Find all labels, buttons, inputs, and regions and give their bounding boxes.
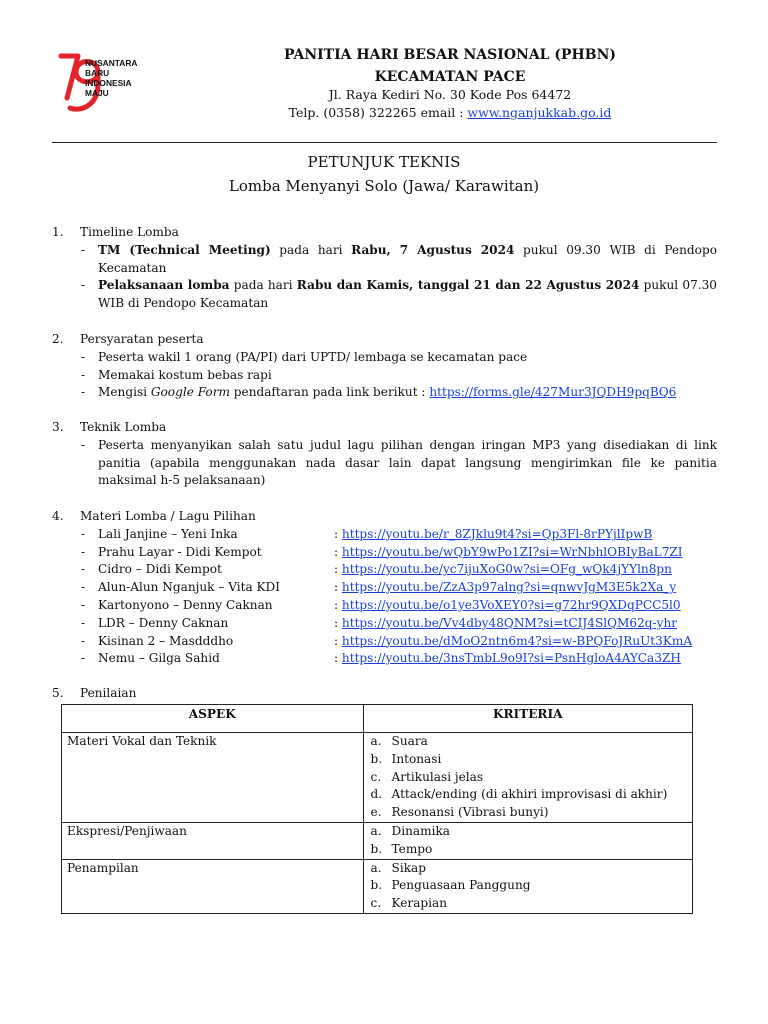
song-item: - Lali Janjine – Yeni Inka : https://youtu.be/r_8ZJklu9t4?si=Qp3Fl-8rPYjlIpwB — [52, 526, 717, 544]
song-title: Lali Janjine – Yeni Inka — [98, 526, 238, 541]
song-title: Kisinan 2 – Masdddho — [98, 633, 234, 648]
song-item: - Prahu Layar - Didi Kempot : https://youtu.be/wQbY9wPo1ZI?si=WrNbhlOBIyBaL7ZI — [52, 544, 717, 562]
kriteria-letter: b. — [370, 878, 383, 893]
text-run: pukul 09.30 WIB di Pendopo Kecamatan — [98, 242, 717, 275]
header-district: KECAMATAN PACE — [374, 69, 526, 85]
kriteria-item — [364, 823, 692, 841]
aspek-cell: Ekspresi/Penjiwaan — [62, 822, 364, 859]
kriteria-item — [364, 877, 692, 895]
kriteria-text: Penguasaan Panggung — [391, 878, 531, 893]
kriteria-item — [364, 841, 692, 859]
song-title: Alun-Alun Nganjuk – Vita KDI — [98, 580, 281, 595]
song-item: - Nemu – Gilga Sahid : https://youtu.be/3nsTmbL9o9I?si=PsnHgloA4AYCa3ZH — [52, 650, 717, 668]
section-number: 3. — [52, 420, 64, 434]
text-run: Mengisi — [98, 385, 151, 400]
section-heading — [52, 685, 717, 703]
song-item: - LDR – Denny Caknan : https://youtu.be/Vv4dby48QNM?si=tCIJ4SlQM62q-yhr — [52, 615, 717, 633]
header-address: Jl. Raya Kediri No. 30 Kode Pos 64472 — [328, 87, 572, 102]
kriteria-item — [364, 769, 692, 787]
section-timeline — [52, 224, 717, 313]
section-materi — [52, 508, 717, 668]
section-number: 2. — [52, 332, 64, 346]
kriteria-letter: d. — [370, 787, 383, 802]
kriteria-text: Sikap — [391, 860, 426, 875]
kriteria-text: Dinamika — [391, 823, 450, 838]
text-run: pukul 07.30 WIB di Pendopo Kecamatan — [98, 278, 718, 311]
kriteria-item — [364, 733, 692, 751]
list-item: - TM (Technical Meeting) pada hari Rabu, 7 Agustus 2024 pukul 09.30 WIB di Pendopo Kecamatan — [81, 242, 717, 275]
kriteria-item — [364, 786, 692, 804]
logo-line: NUSANTARA — [85, 58, 138, 68]
song-link[interactable]: https://youtu.be/o1ye3VoXEY0?si=g72hr9QXDqPCC5l0 — [341, 597, 681, 612]
song-link[interactable]: https://youtu.be/ZzA3p97alng?si=qnwvJgM3E5k2Xa_y — [341, 580, 677, 595]
kriteria-letter: b. — [370, 751, 383, 766]
list-item: - Pelaksanaan lomba pada hari Rabu dan Kamis, tanggal 21 dan 22 Agustus 2024 pukul 07.30 WIB di Pendopo Kecamatan — [81, 278, 718, 311]
list-item: - Mengisi Google Form pendaftaran pada link berikut : https://forms.gle/427Mur3JQDH9pqBQ6 — [81, 385, 677, 400]
song-title: Nemu – Gilga Sahid — [98, 651, 220, 666]
column-header-kriteria: KRITERIA — [363, 705, 692, 733]
list-item: - Memakai kostum bebas rapi — [81, 367, 272, 382]
section-heading — [52, 224, 717, 242]
kriteria-item — [364, 751, 692, 769]
song-link[interactable]: https://youtu.be/wQbY9wPo1ZI?si=WrNbhlOBIyBaL7ZI — [341, 544, 683, 559]
kriteria-text: Suara — [391, 734, 428, 748]
hut-79-logo — [58, 50, 178, 114]
table-row — [62, 733, 693, 823]
table-header-row — [62, 705, 693, 733]
kriteria-list — [364, 823, 692, 859]
section-number: 5. — [52, 686, 64, 700]
text-run: pada hari — [270, 242, 352, 257]
song-title: LDR – Denny Caknan — [98, 615, 229, 630]
kriteria-text: Tempo — [391, 841, 433, 856]
kriteria-text: Intonasi — [391, 751, 442, 766]
section-number: 1. — [52, 225, 64, 239]
aspek-cell: Materi Vokal dan Teknik — [62, 733, 364, 823]
song-title: Cidro – Didi Kempot — [98, 562, 222, 577]
kriteria-letter: a. — [370, 823, 382, 838]
song-link[interactable]: https://youtu.be/r_8ZJklu9t4?si=Qp3Fl-8rPYjlIpwB — [341, 526, 653, 541]
song-item: - Alun-Alun Nganjuk – Vita KDI : https://youtu.be/ZzA3p97alng?si=qnwvJgM3E5k2Xa_y — [52, 579, 717, 597]
song-title: Kartonyono – Denny Caknan — [98, 597, 273, 612]
kriteria-item — [364, 895, 692, 913]
google-form-text: Google Form — [150, 385, 230, 400]
song-link[interactable]: https://youtu.be/dMoO2ntn6m4?si=w-BPQFoJRuUt3KmA — [341, 633, 693, 648]
section-title: Materi Lomba / Lagu Pilihan — [80, 509, 256, 523]
list-item: - Peserta menyanyikan salah satu judul lagu pilihan dengan iringan MP3 yang disediakan di link panitia (apabila menggunakan nada dasar lain dapat langsung mengirimkan file ke panitia maksimal h-5 pelaksanaan) — [81, 437, 717, 488]
criteria-table — [61, 704, 693, 914]
tm-label: TM (Technical Meeting) — [98, 242, 271, 257]
section-title: Persyaratan peserta — [80, 332, 204, 346]
kriteria-cell — [363, 859, 692, 913]
doc-title: PETUNJUK TEKNIS — [307, 153, 461, 171]
section-title: Teknik Lomba — [80, 420, 167, 434]
section-title: Timeline Lomba — [80, 225, 179, 239]
kriteria-item — [364, 804, 692, 822]
pelaksanaan-label: Pelaksanaan lomba — [98, 278, 230, 293]
logo-line: BARU — [85, 68, 110, 78]
song-link[interactable]: https://youtu.be/3nsTmbL9o9I?si=PsnHgloA4AYCa3ZH — [341, 651, 681, 666]
kriteria-letter: a. — [370, 860, 382, 875]
section-title: Penilaian — [80, 686, 137, 700]
section-heading — [52, 419, 717, 437]
logo-line: MAJU — [85, 88, 109, 98]
song-title: Prahu Layar - Didi Kempot — [98, 544, 262, 559]
aspek-cell: Penampilan — [62, 859, 364, 913]
table-row — [62, 859, 693, 913]
section-persyaratan — [52, 331, 717, 402]
kriteria-letter: e. — [370, 805, 382, 820]
list-item-text: Peserta wakil 1 orang (PA/PI) dari UPTD/ lembaga se kecamatan pace — [98, 349, 528, 364]
song-item: - Cidro – Didi Kempot : https://youtu.be/yc7ijuXoG0w?si=OFg_wQk4jYYln8pn — [52, 561, 717, 579]
list-item-text: Peserta menyanyikan salah satu judul lagu pilihan dengan iringan MP3 yang disediakan di link panitia (apabila menggunakan nada dasar lain dapat langsung mengirimkan file ke panitia maksimal h-5 pelaksanaan) — [98, 437, 717, 488]
kriteria-text: Resonansi (Vibrasi bunyi) — [391, 805, 549, 820]
header-phone: Telp. (0358) 322265 email : — [288, 105, 468, 120]
kriteria-text: Artikulasi jelas — [391, 769, 484, 784]
kriteria-cell — [363, 733, 692, 823]
tm-date: Rabu, 7 Agustus 2024 — [351, 242, 515, 257]
header-org-name: PANITIA HARI BESAR NASIONAL (PHBN) — [283, 47, 617, 63]
header-email-link[interactable]: www.nganjukkab.go.id — [467, 105, 612, 120]
table-row — [62, 822, 693, 859]
doc-subtitle: Lomba Menyanyi Solo (Jawa/ Karawitan) — [228, 177, 540, 195]
section-heading — [52, 331, 717, 349]
logo-text — [85, 58, 180, 98]
section-number: 4. — [52, 509, 64, 523]
kriteria-list — [364, 860, 692, 913]
header-contact — [220, 105, 680, 121]
logo-line: INDONESIA — [85, 78, 132, 88]
section-heading — [52, 508, 717, 526]
pelaksanaan-date: Rabu dan Kamis, tanggal 21 dan 22 Agustus 2024 — [296, 278, 640, 293]
section-teknik — [52, 419, 717, 490]
song-link[interactable]: https://youtu.be/yc7ijuXoG0w?si=OFg_wQk4jYYln8pn — [341, 562, 672, 577]
kriteria-text: Attack/ending (di akhiri improvisasi di akhir) — [391, 787, 668, 802]
google-form-link[interactable]: https://forms.gle/427Mur3JQDH9pqBQ6 — [429, 385, 677, 400]
song-item: - Kisinan 2 – Masdddho : https://youtu.be/dMoO2ntn6m4?si=w-BPQFoJRuUt3KmA — [52, 633, 717, 651]
kriteria-letter: b. — [370, 841, 383, 856]
song-item: - Kartonyono – Denny Caknan : https://youtu.be/o1ye3VoXEY0?si=g72hr9QXDqPCC5l0 — [52, 597, 717, 615]
kriteria-list — [364, 733, 692, 822]
text-run: pendaftaran pada link berikut : — [229, 385, 430, 400]
header-divider — [52, 142, 717, 143]
kriteria-letter: c. — [370, 769, 382, 784]
section-penilaian — [52, 685, 717, 703]
list-item-text: Memakai kostum bebas rapi — [98, 367, 272, 382]
kriteria-item — [364, 860, 692, 878]
list-item: - Peserta wakil 1 orang (PA/PI) dari UPTD/ lembaga se kecamatan pace — [81, 349, 528, 364]
kriteria-text: Kerapian — [391, 896, 448, 911]
kriteria-cell — [363, 822, 692, 859]
kriteria-letter: a. — [370, 734, 382, 748]
text-run: pada hari — [229, 278, 297, 293]
kriteria-letter: c. — [370, 896, 382, 911]
song-link[interactable]: https://youtu.be/Vv4dby48QNM?si=tCIJ4SlQM62q-yhr — [341, 615, 678, 630]
column-header-aspek: ASPEK — [62, 705, 364, 733]
